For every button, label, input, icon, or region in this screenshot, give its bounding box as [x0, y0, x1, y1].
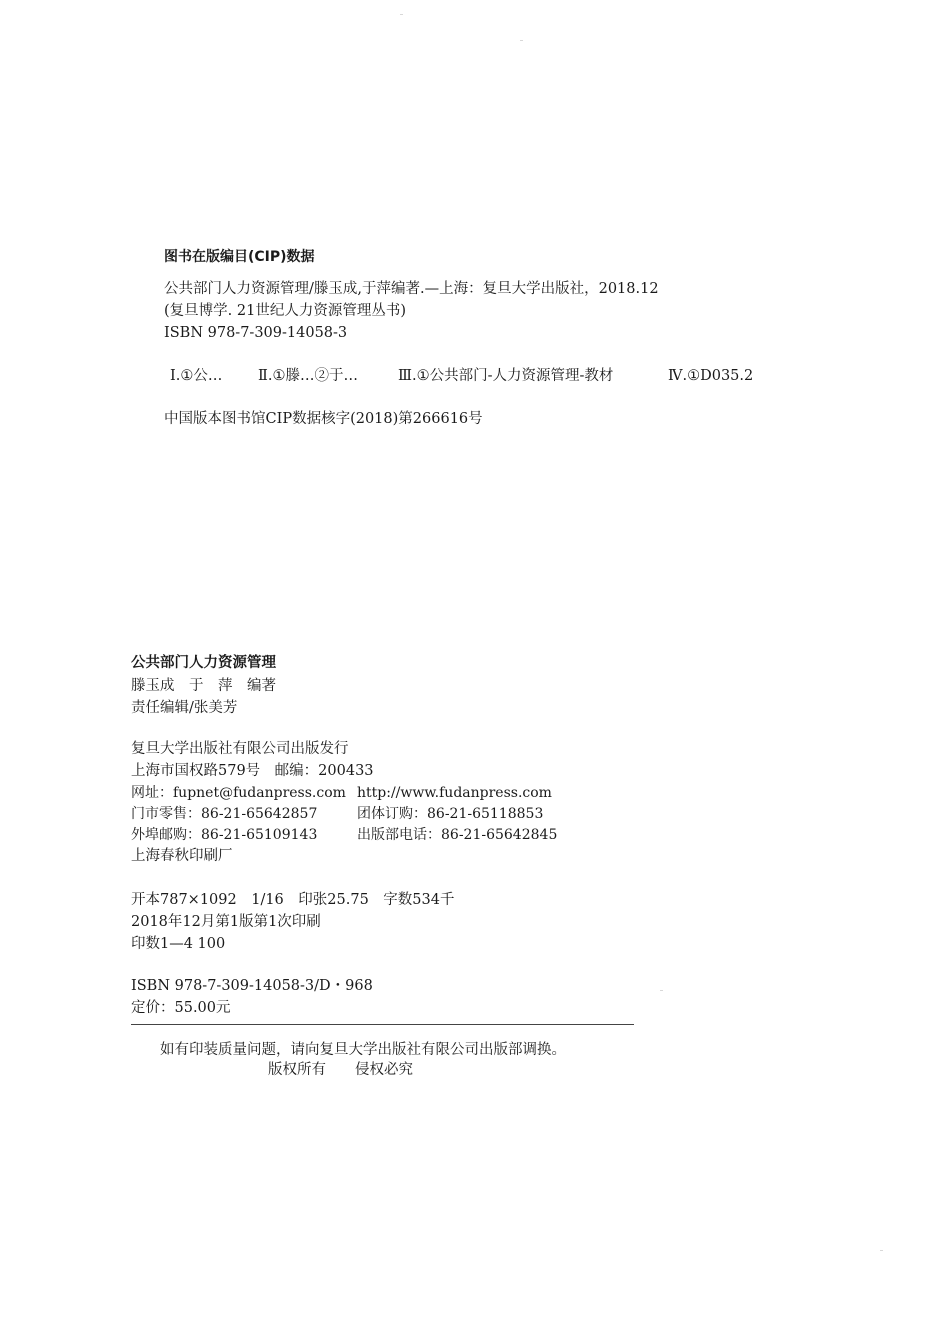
cip-classification-1: Ⅰ.①公… [170, 368, 223, 384]
book-title: 公共部门人力资源管理 [131, 655, 276, 671]
address: 上海市国权路579号 邮编：200433 [131, 763, 374, 779]
website-email: 网址：fupnet@fudanpress.com [131, 785, 346, 801]
scan-speck [660, 990, 663, 991]
rights-notice: 版权所有 侵权必究 [268, 1062, 413, 1078]
format-specs: 开本787×1092 1/16 印张25.75 字数534千 [131, 892, 455, 908]
cip-title: 图书在版编目(CIP)数据 [164, 249, 315, 265]
mail-order-phone: 外埠邮购：86-21-65109143 [131, 827, 318, 843]
edition: 2018年12月第1版第1次印刷 [131, 914, 321, 930]
publishing-dept-phone: 出版部电话：86-21-65642845 [357, 827, 558, 843]
cip-classification-4: Ⅳ.①D035.2 [668, 368, 754, 384]
cip-verification-line: 中国版本图书馆CIP数据核字(2018)第266616号 [164, 411, 483, 427]
scan-speck [520, 40, 523, 41]
cip-record-line: 公共部门人力资源管理/滕玉成,于萍编著.—上海：复旦大学出版社，2018.12 [164, 281, 659, 297]
cip-classification-3: Ⅲ.①公共部门-人力资源管理-教材 [398, 368, 614, 384]
authors: 滕玉成 于 萍 编著 [131, 678, 276, 694]
cip-series-line: (复旦博学. 21世纪人力资源管理丛书) [164, 303, 406, 319]
retail-phone: 门市零售：86-21-65642857 [131, 806, 318, 822]
publisher: 复旦大学出版社有限公司出版发行 [131, 741, 349, 757]
price: 定价：55.00元 [131, 1000, 231, 1016]
website-url: http://www.fudanpress.com [357, 785, 552, 801]
scan-speck [880, 1250, 883, 1251]
quality-notice: 如有印装质量问题，请向复旦大学出版社有限公司出版部调换。 [160, 1042, 566, 1058]
editor: 责任编辑/张美芳 [131, 700, 238, 716]
group-order-phone: 团体订购：86-21-65118853 [357, 806, 544, 822]
isbn-full: ISBN 978-7-309-14058-3/D・968 [131, 978, 373, 994]
printer: 上海春秋印刷厂 [131, 848, 233, 864]
print-run: 印数1—4 100 [131, 936, 226, 952]
cip-classification-2: Ⅱ.①滕…②于… [258, 368, 358, 384]
cip-isbn-line: ISBN 978-7-309-14058-3 [164, 325, 348, 341]
scan-speck [400, 14, 403, 15]
divider-rule [131, 1024, 634, 1025]
